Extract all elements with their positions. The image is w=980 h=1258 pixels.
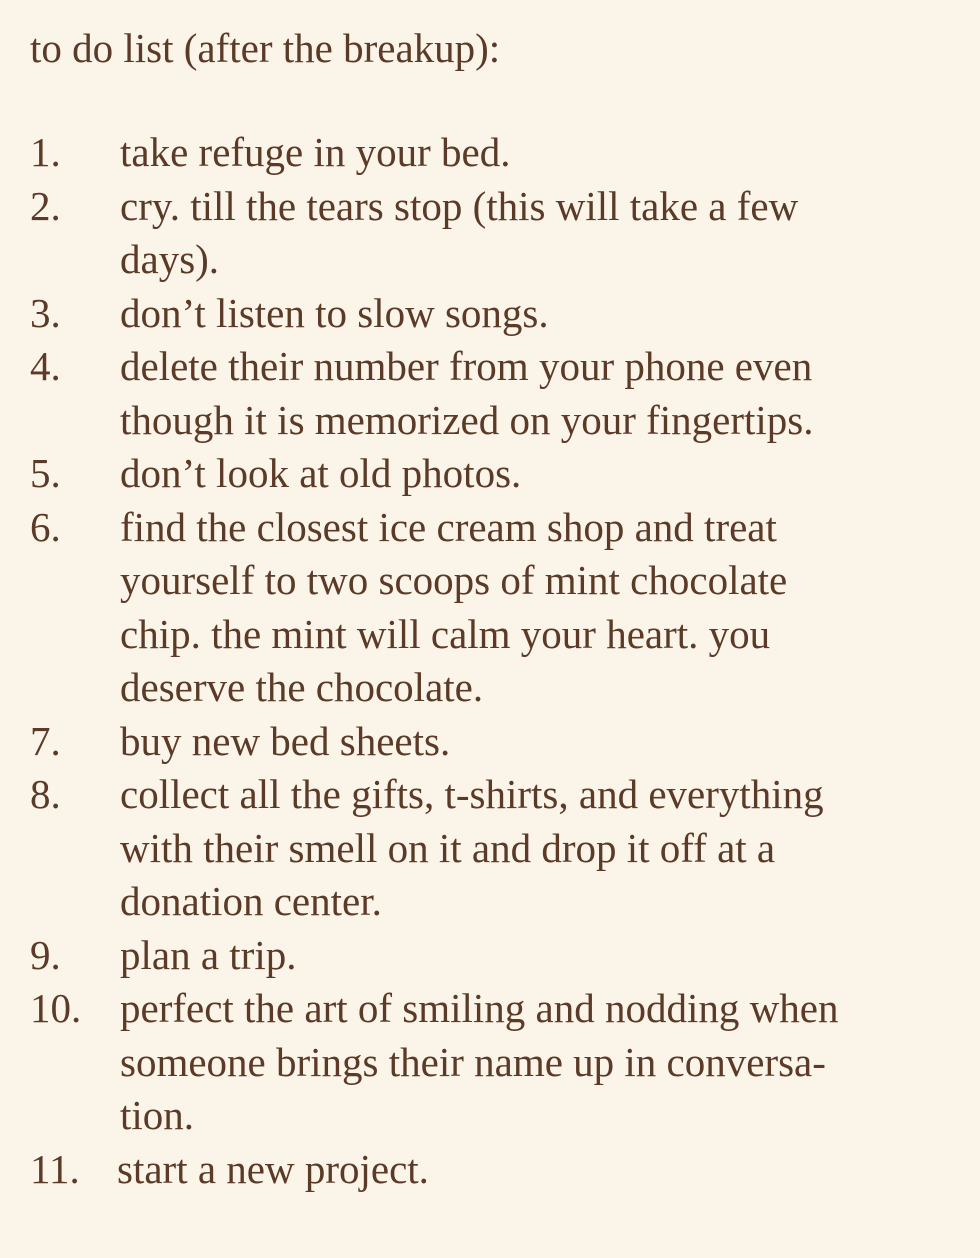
item-number: 10. [30,985,82,1031]
item-text-line: start a new project. [117,1145,429,1192]
list-item [30,180,950,287]
item-text [120,287,950,341]
item-text-line: find the closest ice cream shop and treat [120,503,777,550]
item-text-line: don’t listen to slow songs. [120,289,549,336]
list-item [30,340,950,447]
item-text-line: tion. [120,1092,195,1138]
item-text-line: collect all the gifts, t-shirts, and everything [120,771,824,817]
item-text [120,340,950,447]
item-text-line: though it is memorized on your fingertips. [120,396,814,443]
item-text-line: days). [120,236,220,282]
list-item [30,126,950,180]
item-number: 3. [30,289,61,336]
list-item [30,715,950,769]
item-number: 1. [30,129,61,175]
item-text-line: plan a trip. [120,931,297,978]
list-item [30,929,950,983]
item-number: 2. [30,182,61,229]
item-text-line: delete their number from your phone even [120,343,813,389]
item-text [120,982,950,1143]
todo-list [30,126,950,1196]
item-number: 9. [30,931,61,978]
item-number: 7. [30,717,61,764]
item-text [117,1143,950,1197]
item-text [120,715,950,769]
item-text-line: don’t look at old photos. [120,450,522,496]
item-number: 6. [30,503,61,550]
item-text [120,768,950,929]
item-text-line: donation center. [120,878,382,924]
item-text-line: cry. till the tears stop (this will take a few [120,182,799,229]
item-text [120,180,950,287]
list-item [30,768,950,929]
item-number: 11. [30,1145,80,1192]
list-item [30,447,950,501]
item-number: 4. [30,343,61,389]
item-text-line: someone brings their name up in conversa- [120,1038,826,1085]
item-text [120,501,950,715]
item-text-line: perfect the art of smiling and nodding when [120,985,839,1031]
item-text-line: with their smell on it and drop it off at a [120,824,776,871]
list-item [30,501,950,715]
list-item [30,982,950,1143]
item-text-line: take refuge in your bed. [120,129,511,175]
item-text-line: deserve the chocolate. [120,664,484,710]
item-number: 5. [30,450,61,496]
document-title: to do list (after the breakup): [30,25,501,71]
item-text-line: buy new bed sheets. [120,717,451,764]
list-item [30,1143,950,1197]
item-text [120,126,950,180]
item-text-line: chip. the mint will calm your heart. you [120,610,771,657]
item-number: 8. [30,771,61,817]
item-text-line: yourself to two scoops of mint chocolate [120,557,788,603]
item-text [120,447,950,501]
list-item [30,287,950,341]
item-text [120,929,950,983]
